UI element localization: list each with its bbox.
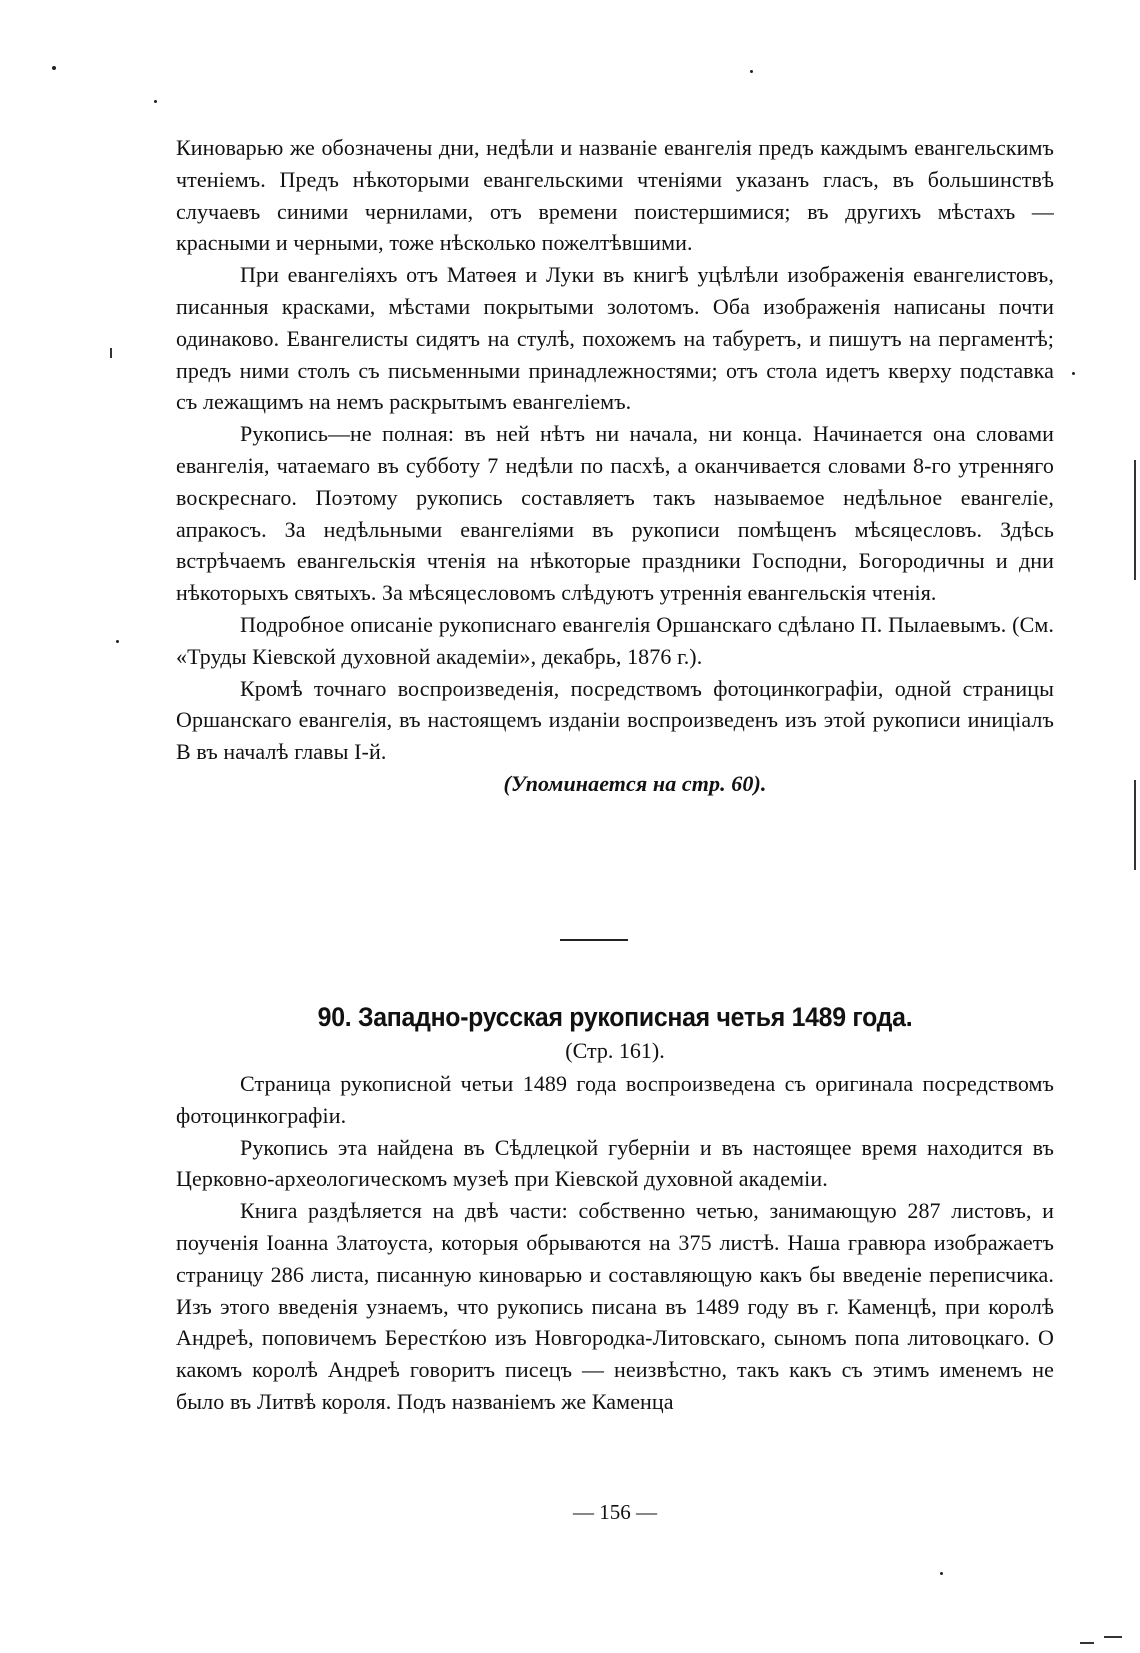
upper-text-block — [176, 132, 1054, 800]
section-page-reference: (Стр. 161). — [565, 1038, 665, 1063]
paragraph-page-reproduction: Страница рукописной четьи 1489 года воспроизведена съ оригинала посредствомъ фотоцинкографіи. — [176, 1071, 1054, 1128]
scan-edge-mark — [110, 348, 112, 358]
scan-edge-mark — [1104, 1636, 1122, 1638]
paragraph-reproduction-note: Кромѣ точнаго воспроизведенія, посредствомъ фотоцинкографіи, одной страницы Оршанскаго евангелія, въ настоящемъ изданіи воспроизведенъ изъ этой рукописи иниціалъ В въ началѣ главы I-й. — [176, 675, 1054, 765]
mention-reference: (Упоминается на стр. 60). — [503, 770, 767, 796]
paragraph-book-structure: Книга раздѣляется на двѣ части: собственно четью, занимающую 287 листовъ, и поученія Іоанна Златоуста, которыя обрываются на 375 листѣ. Наша гравюра изображаетъ страницу 286 листа, писанную киноварью и составляющую какъ бы введеніе переписчика. Изъ этого введенія узнаемъ, что рукопись писана въ 1489 году въ г. Каменцѣ, при королѣ Андреѣ, поповичемъ Берестќою изъ Новгородка-Литовскаго, сыномъ попа литовоцкаго. О какомъ королѣ Андреѣ говоритъ писецъ — неизвѣстно, такъ какъ съ этимъ именемъ не было въ Литвѣ короля. Подъ названіемъ же Каменца — [176, 1198, 1054, 1414]
scan-speck — [116, 640, 119, 643]
page-number: — 156 — — [573, 1500, 657, 1524]
scan-speck — [52, 66, 56, 70]
scan-edge-mark — [1134, 460, 1136, 580]
scan-speck — [750, 70, 753, 73]
scan-speck — [940, 1572, 943, 1575]
scan-speck — [1072, 372, 1075, 375]
paragraph-evangelist-images: При евангеліяхъ отъ Матѳея и Луки въ книгѣ уцѣлѣли изображенія евангелистовъ, писанныя красками, мѣстами покрытыми золотомъ. Оба изображенія написаны почти одинаково. Евангелисты сидятъ на стулѣ, похожемъ на табуретъ, и пишутъ на пергаментѣ; предъ ними столъ съ письменными принадлежностями; отъ стола идетъ кверху подставка съ лежащимъ на немъ раскрытымъ евангеліемъ. — [176, 262, 1054, 415]
paragraph-description-reference: Подробное описаніе рукописнаго евангелія Оршанскаго сдѣлано П. Пылаевымъ. (См. «Труды Кіевской духовной академіи», декабрь, 1876 г.). — [176, 611, 1054, 669]
section-divider — [560, 939, 628, 941]
paragraph-manuscript-location: Рукопись эта найдена въ Сѣдлецкой губерніи и въ настоящее время находится въ Церковно-археологическомъ музеѣ при Кіевской духовной академіи. — [176, 1134, 1054, 1192]
section-heading: 90. Западно-русская рукописная четья 1489 года. — [317, 1002, 913, 1032]
lower-text-block — [176, 1068, 1054, 1418]
scan-edge-mark — [1080, 1642, 1094, 1644]
scan-edge-mark — [1134, 780, 1136, 870]
paragraph-cinnabar-notes: Киноварью же обозначены дни, недѣли и названіе евангелія предъ каждымъ евангельскимъ чтеніемъ. Предъ нѣкоторыми евангельскими чтеніями указанъ гласъ, въ большинствѣ случаевъ синими чернилами, отъ времени поистершимися; въ другихъ мѣстахъ — красными и черными, тоже нѣсколько пожелтѣвшими. — [176, 135, 1054, 256]
scan-speck — [154, 100, 157, 103]
paragraph-manuscript-contents: Рукопись—не полная: въ ней нѣтъ ни начала, ни конца. Начинается она словами евангелія, чатаемаго въ субботу 7 недѣли по пасхѣ, а оканчивается словами 8-го утренняго воскреснаго. Поэтому рукопись составляетъ такъ называемое недѣльное евангеліе, апракосъ. За недѣльными евангеліями въ рукописи помѣщенъ мѣсяцесловъ. Здѣсь встрѣчаемъ евангельскія чтенія на нѣкоторые праздники Господни, Богородичны и дни нѣкоторыхъ святыхъ. За мѣсяцесловомъ слѣдуютъ утреннія евангельскія чтенія. — [176, 421, 1054, 606]
